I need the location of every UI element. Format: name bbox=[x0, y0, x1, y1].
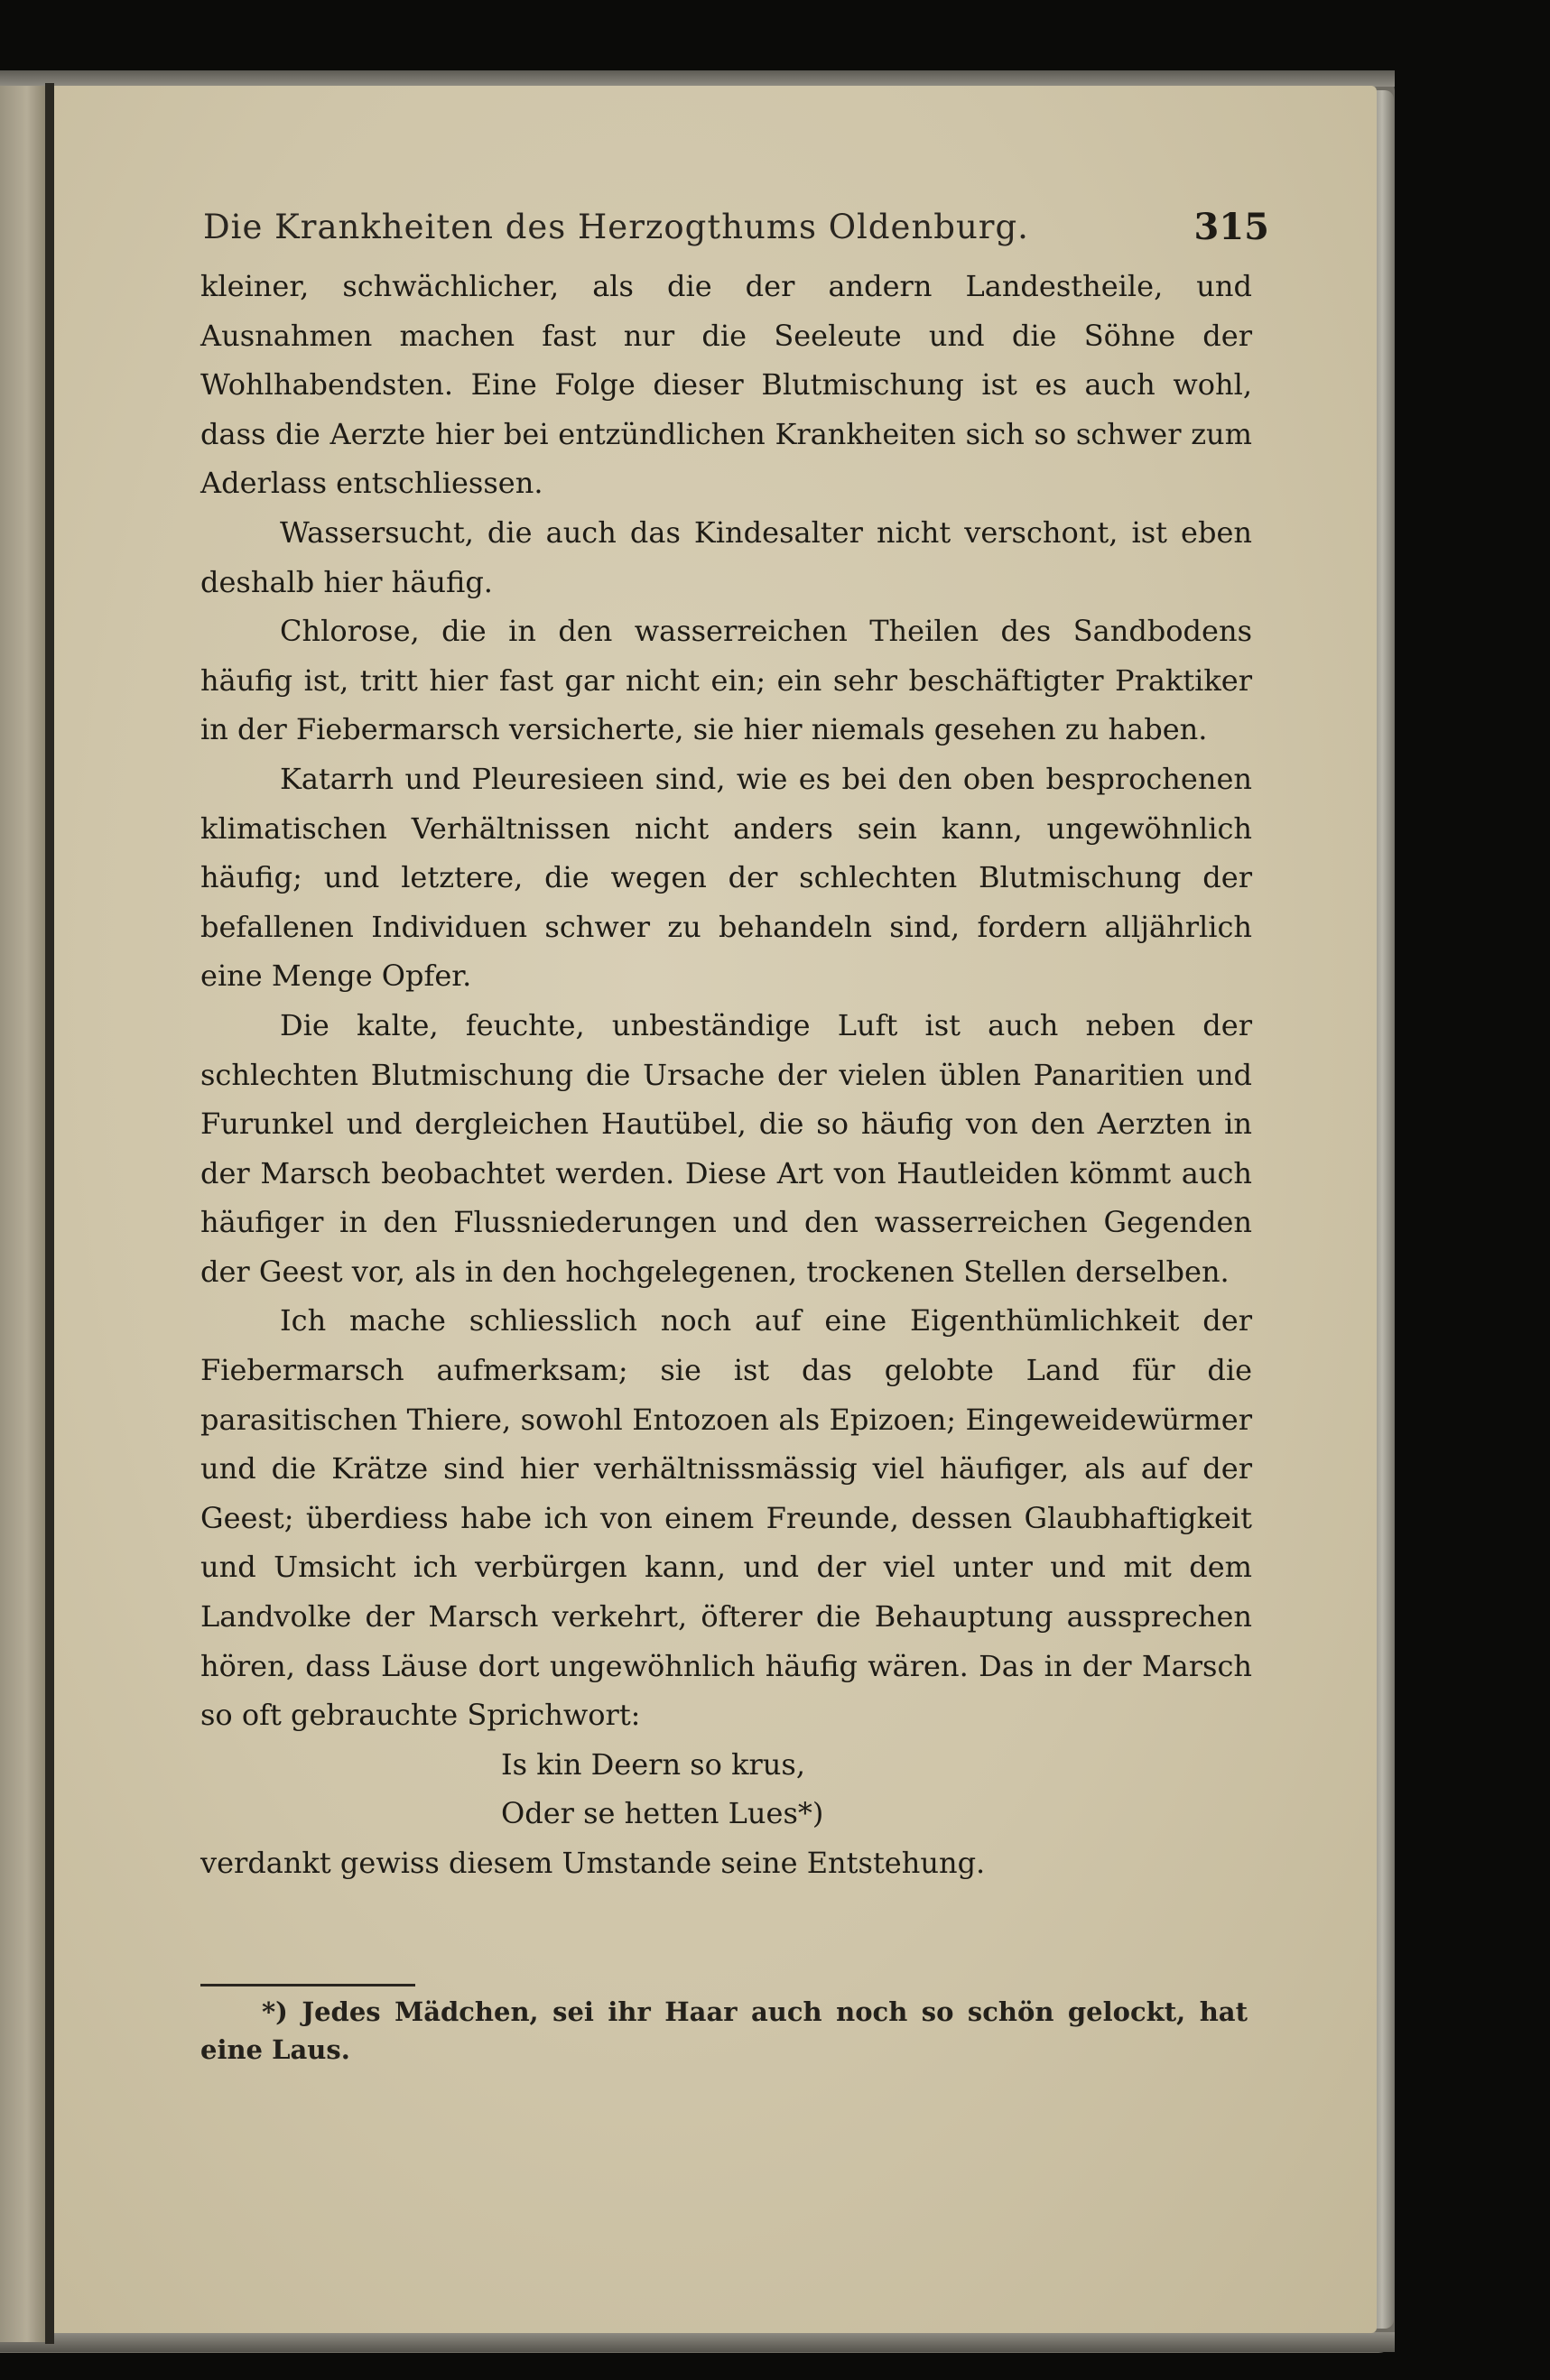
paragraph-6: Ich mache schliesslich noch auf eine Eigenthümlichkeit der Fiebermarsch aufmerksam; sie ist das gelobte Land für die parasitischen Thiere, sowohl Entozoen als Epizoen; Eingeweidewürmer und die Krätze sind hier verhältnissmässig viel häufiger, als auf der Geest; überdiess habe ich von einem Freunde, dessen Glaubhaftigkeit und Umsicht ich verbürgen kann, und der viel unter und mit dem Landvolke der Marsch verkehrt, öfterer die Behauptung aussprechen hören, dass Läuse dort ungewöhnlich häufig wären. Das in der Marsch so oft gebrauchte Sprichwort: bbox=[200, 1303, 1252, 1733]
page-number: 315 bbox=[1193, 206, 1269, 248]
paragraph-1: kleiner, schwächlicher, als die der andern Landestheile, und Ausnahmen machen fast nur die Seeleute und die Söhne der Wohlhabendsten. Eine Folge dieser Blutmischung ist es auch wohl, dass die Aerzte hier bei entzündlichen Krankheiten sich so schwer zum Aderlass entschliessen. bbox=[200, 269, 1252, 501]
paragraph-7: verdankt gewiss diesem Umstande seine Entstehung. bbox=[200, 1846, 986, 1880]
paragraph-4: Katarrh und Pleuresieen sind, wie es bei den oben besprochenen klimatischen Verhältnissen nicht anders sein kann, ungewöhnlich häufig; und letztere, die wegen der schlechten Blutmischung der befallenen Individuen schwer zu behandeln sind, fordern alljährlich eine Menge Opfer. bbox=[200, 761, 1252, 994]
paragraph-3: Chlorose, die in den wasserreichen Theilen des Sandbodens häufig ist, tritt hier fast gar nicht ein; ein sehr beschäftigter Praktiker in der Fiebermarsch versicherte, sie hier niemals gesehen zu haben. bbox=[200, 614, 1252, 747]
running-title: Die Krankheiten des Herzogthums Oldenburg. bbox=[203, 208, 1029, 246]
page-top-edge bbox=[0, 70, 1395, 87]
proverb-line-2: Oder se hetten Lues*) bbox=[501, 1796, 824, 1831]
paragraph-2: Wassersucht, die auch das Kindesalter nicht verschont, ist eben deshalb hier häufig. bbox=[200, 514, 1252, 599]
facing-page-strip bbox=[0, 86, 45, 2342]
footnote-rule bbox=[200, 1984, 415, 1986]
paragraph-5: Die kalte, feuchte, unbeständige Luft ist auch neben der schlechten Blutmischung die Ursache der vielen üblen Panaritien und Furunkel und dergleichen Hautübel, die so häufig von den Aerzten in der Marsch beobachtet werden. Diese Art von Hautleiden kömmt auch häufiger in den Flussniederungen und den wasserreichen Gegenden der Geest vor, als in den hochgelegenen, trockenen Stellen derselben. bbox=[200, 1007, 1252, 1289]
page-bottom-edge bbox=[0, 2332, 1395, 2352]
book-gutter bbox=[45, 83, 54, 2344]
body-text bbox=[200, 262, 1252, 1888]
footnote: *) Jedes Mädchen, sei ihr Haar auch noch so schön gelockt, hat eine Laus. bbox=[200, 1996, 1248, 2065]
proverb-line-1: Is kin Deern so krus, bbox=[501, 1746, 805, 1782]
